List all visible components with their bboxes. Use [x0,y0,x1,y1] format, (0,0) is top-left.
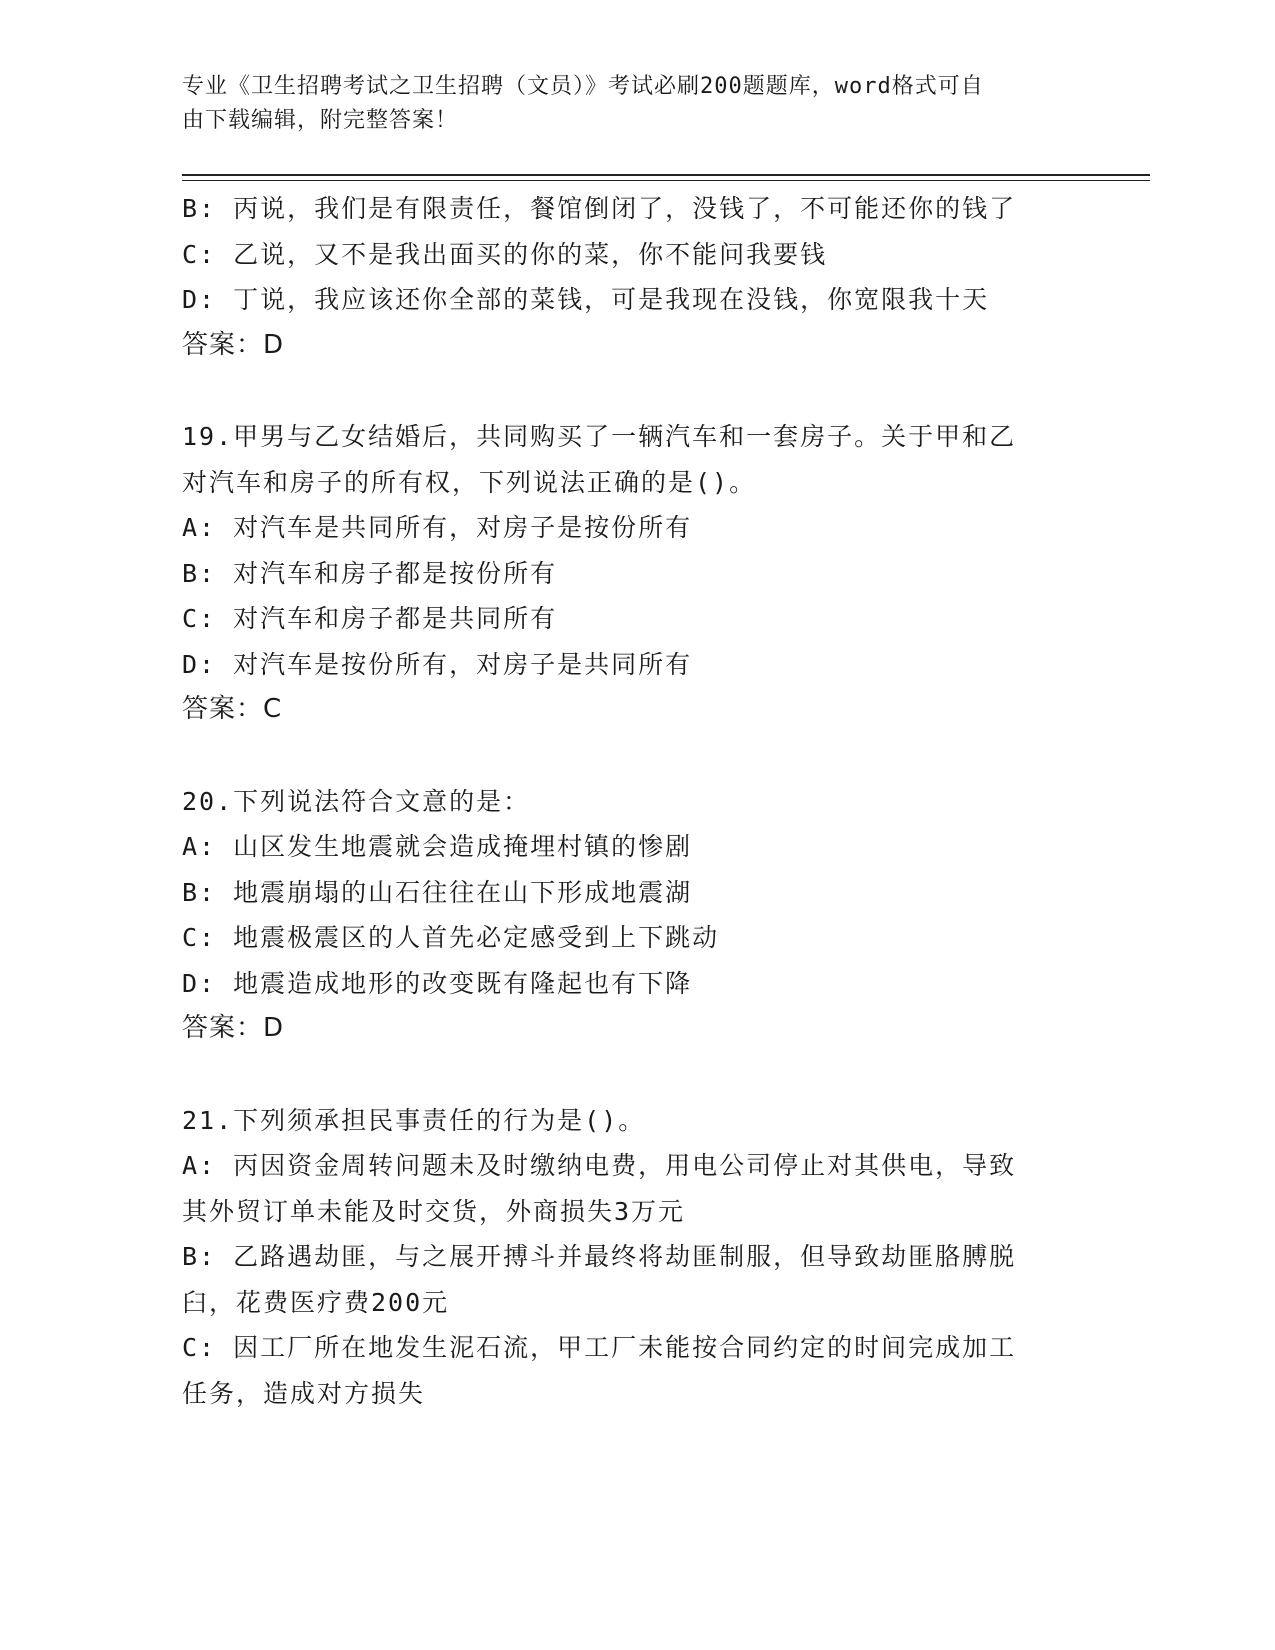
option-b-continued: 臼，花费医疗费200元 [182,1287,450,1317]
option-c: C: 对汽车和房子都是共同所有 [182,604,558,633]
option-b: B: 丙说，我们是有限责任，餐馆倒闭了，没钱了，不可能还你的钱了 [182,194,1017,223]
header-title-line-1: 专业《卫生招聘考试之卫生招聘（文员）》考试必刷200题题库，word格式可自 [182,74,984,99]
option-b: B: 乙路遇劫匪，与之展开搏斗并最终将劫匪制服，但导致劫匪胳膊脱 [182,1242,1017,1271]
question-stem: 19.甲男与乙女结婚后，共同购买了一辆汽车和一套房子。关于甲和乙 [182,422,1017,451]
spacer [182,368,1082,414]
option-a: A: 对汽车是共同所有，对房子是按份所有 [182,513,693,542]
option-c: C: 乙说，又不是我出面买的你的菜，你不能问我要钱 [182,239,828,269]
page-header [182,70,1082,138]
question-stem: 对汽车和房子的所有权，下列说法正确的是()。 [182,467,757,497]
option-b: B: 地震崩塌的山石往往在山下形成地震湖 [182,877,693,907]
question-20 [182,779,1082,1052]
question-stem: 21.下列须承担民事责任的行为是()。 [182,1105,646,1135]
answer: 答案：C [182,694,283,724]
answer: 答案：D [182,329,285,360]
option-d: D: 对汽车是按份所有，对房子是共同所有 [182,649,693,679]
option-a: A: 丙因资金周转问题未及时缴纳电费，用电公司停止对其供电，导致 [182,1151,1017,1180]
spacer [182,1052,1082,1098]
header-divider-thin [182,180,1150,181]
question-stem: 20.下列说法符合文意的是： [182,786,531,816]
option-a: A: 山区发生地震就会造成掩埋村镇的惨剧 [182,832,693,861]
option-d: D: 丁说，我应该还你全部的菜钱，可是我现在没钱，你宽限我十天 [182,285,990,314]
option-c-continued: 任务，造成对方损失 [182,1378,426,1408]
answer: 答案：D [182,1013,285,1043]
option-c: C: 因工厂所在地发生泥石流，甲工厂未能按合同约定的时间完成加工 [182,1333,1017,1362]
question-19 [182,414,1082,733]
header-divider-thick [182,174,1150,176]
document-body [182,186,1082,1416]
question-18-continued [182,186,1082,368]
question-21 [182,1098,1082,1417]
option-c: C: 地震极震区的人首先必定感受到上下跳动 [182,923,720,952]
spacer [182,733,1082,779]
header-title-line-2: 由下载编辑，附完整答案！ [182,108,459,133]
option-d: D: 地震造成地形的改变既有隆起也有下降 [182,968,693,998]
option-b: B: 对汽车和房子都是按份所有 [182,558,558,588]
option-a-continued: 其外贸订单未能及时交货，外商损失3万元 [182,1196,686,1226]
